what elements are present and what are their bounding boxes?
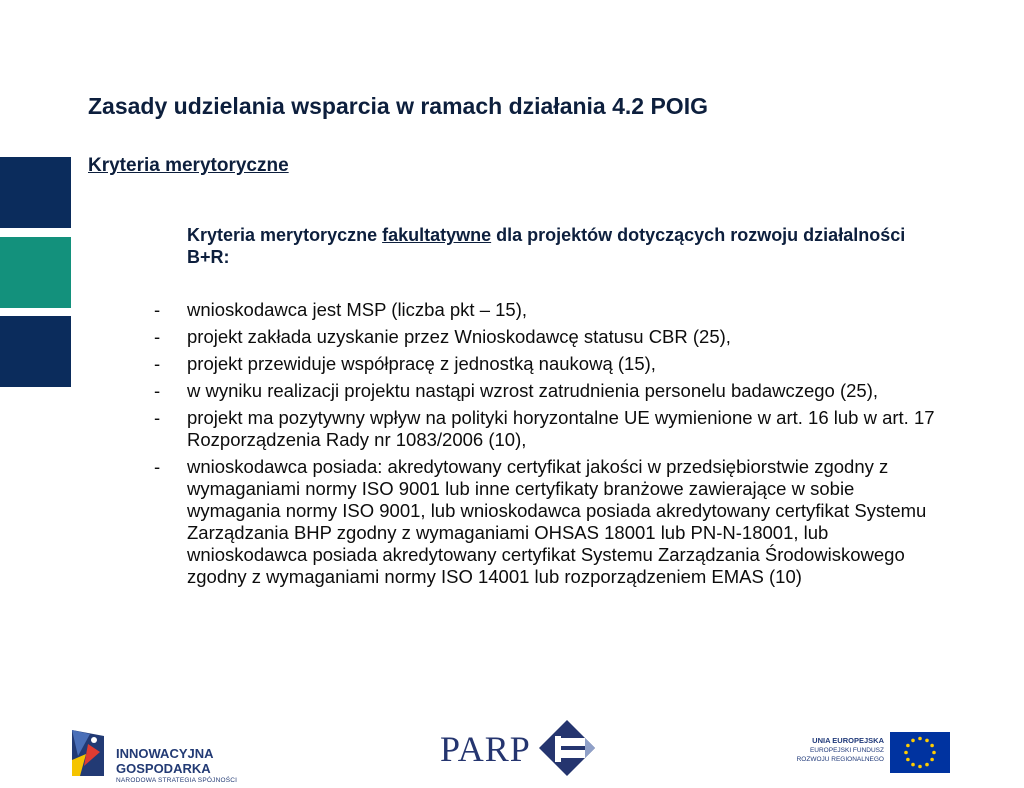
criteria-list (150, 299, 940, 593)
logo-footer (0, 716, 1024, 788)
list-item-text: wnioskodawca jest MSP (liczba pkt – 15), (187, 299, 528, 320)
intro-emphasis: fakultatywne (382, 225, 492, 245)
bullet-dash: - (154, 407, 161, 428)
parp-logo (440, 716, 610, 786)
eu-flag-icon (890, 732, 950, 773)
bullet-dash: - (154, 353, 161, 374)
eu-line3: ROZWOJU REGIONALNEGO (796, 756, 884, 763)
list-item-text: projekt ma pozytywny wpływ na polityki horyzontalne UE wymienione w art. 16 lub w art. 17 Rozporządzenia Rady nr 1083/2006 (10), (187, 407, 935, 450)
list-item-text: w wyniku realizacji projektu nastąpi wzrost zatrudnienia personelu badawczego (25), (187, 380, 879, 401)
intro-tail: dla projektów dotyczących rozwoju działalności B+R: (187, 225, 906, 267)
bullet-dash: - (154, 456, 161, 477)
parp-diamond-icon (537, 718, 597, 778)
list-item-text: projekt przewiduje współpracę z jednostką naukową (15), (187, 353, 656, 374)
list-item (150, 456, 940, 588)
list-item-text: projekt zakłada uzyskanie przez Wnioskodawcę statusu CBR (25), (187, 326, 731, 347)
list-item-text: wnioskodawca posiada: akredytowany certyfikat jakości w przedsiębiorstwie zgodny z wymaganiami normy ISO 9001 lub inne certyfikaty branżowe zawierające w sobie wymagania normy ISO 9001, lub wnioskodawca posiada akredytowany certyfikat Systemu Zarządzania BHP zgodny z wymaganiami OHSAS 18001 lub PN-N-18001, lub wnioskodawca posiada akredytowany certyfikat Systemu Zarządzania Środowiskowego zgodny z wymaganiami normy ISO 14001 lub rozporządzeniem EMAS (10) (187, 456, 927, 587)
eu-fund-text (768, 736, 884, 764)
bullet-dash: - (154, 299, 161, 320)
intro-lead: Kryteria merytoryczne (187, 225, 383, 245)
slide-subtitle: Kryteria merytoryczne (88, 155, 289, 176)
side-block-navy-bottom (0, 316, 71, 387)
list-item (150, 380, 940, 402)
side-block-navy-top (0, 157, 71, 228)
innowacyjna-text (116, 746, 237, 785)
bullet-dash: - (154, 380, 161, 401)
list-item (150, 407, 940, 451)
innowacyjna-line2: GOSPODARKA (116, 761, 211, 776)
side-block-teal (0, 237, 71, 308)
innowacyjna-gospodarka-logo (70, 726, 260, 782)
innowacyjna-gospodarka-icon (70, 726, 110, 778)
list-item (150, 299, 940, 321)
innowacyjna-line1: INNOWACYJNA (116, 746, 214, 761)
parp-wordmark: PARP (440, 729, 531, 769)
eu-line2: EUROPEJSKI FUNDUSZ (809, 747, 884, 754)
criteria-intro (187, 224, 917, 268)
slide-title: Zasady udzielania wsparcia w ramach działania 4.2 POIG (88, 93, 708, 119)
list-item (150, 353, 940, 375)
list-item (150, 326, 940, 348)
bullet-dash: - (154, 326, 161, 347)
eu-line1: UNIA EUROPEJSKA (812, 736, 884, 745)
innowacyjna-line3: NARODOWA STRATEGIA SPÓJNOŚCI (116, 777, 238, 784)
